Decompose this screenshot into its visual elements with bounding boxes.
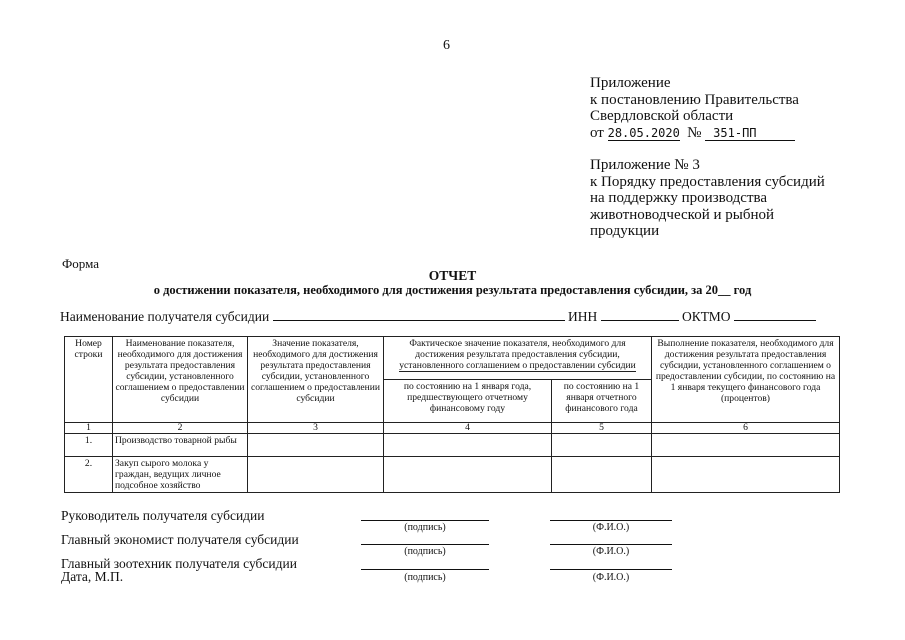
row-number: 1. <box>65 434 113 457</box>
row-number: 2. <box>65 457 113 493</box>
row-fulfillment-cell[interactable] <box>652 434 840 457</box>
header-actual-value-line-2: установленного соглашением о предоставлении субсидии <box>399 360 636 371</box>
row-current-year-cell[interactable] <box>552 457 652 493</box>
appendix3-line-3: на поддержку производства <box>590 190 768 206</box>
row-current-year-cell[interactable] <box>552 434 652 457</box>
page-number: 6 <box>443 38 450 53</box>
appendix-date-line <box>590 125 890 142</box>
date-mp-label: Дата, М.П. <box>61 569 124 584</box>
col-number-4: 4 <box>384 423 552 434</box>
economist-label: Главный экономист получателя субсидии <box>61 532 299 547</box>
appendix-line-2: к постановлению Правительства <box>590 91 799 108</box>
col-number-5: 5 <box>552 423 652 434</box>
row-value-cell[interactable] <box>248 457 384 493</box>
col-number-6: 6 <box>652 423 840 434</box>
appendix-header <box>590 75 890 141</box>
number-label: № <box>687 124 702 141</box>
zootech-fio-line[interactable] <box>550 569 672 570</box>
row-indicator-name: Закуп сырого молока у граждан, ведущих личное подсобное хозяйство <box>113 457 248 493</box>
header-current-year: по состоянию на 1 января отчетного финансового года <box>552 380 652 423</box>
head-fio-line[interactable] <box>550 520 672 521</box>
appendix-line-1: Приложение <box>590 75 671 91</box>
head-sign-line[interactable] <box>361 520 489 521</box>
inn-field[interactable] <box>601 308 679 321</box>
economist-fio-caption: (Ф.И.О.) <box>592 546 630 557</box>
zootech-sign-caption: (подпись) <box>404 572 446 583</box>
row-prev-year-cell[interactable] <box>384 457 552 493</box>
report-subtitle: о достижении показателя, необходимого для достижения результата предоставления субсидии, за 20__ год <box>153 283 752 297</box>
header-actual-value <box>384 337 652 380</box>
head-fio-caption: (Ф.И.О.) <box>592 522 630 533</box>
appendix3-line-1: Приложение № 3 <box>590 157 700 173</box>
appendix-3-header <box>590 157 890 240</box>
from-label: от <box>590 124 604 141</box>
header-indicator-name: Наименование показателя, необходимого для достижения результата предоставления субсидии, установленного соглашением о предоставлении субсидии <box>113 337 248 423</box>
recipient-line <box>60 308 816 325</box>
appendix-line-3: Свердловской области <box>590 108 734 124</box>
row-fulfillment-cell[interactable] <box>652 457 840 493</box>
header-actual-value-line-1: Фактическое значение показателя, необходимого для достижения результата предоставления субсидии, <box>409 338 626 360</box>
header-fulfillment: Выполнение показателя, необходимого для достижения результата предоставления субсидии, установленного соглашением о предоставлении субсидии, по состоянию на 1 января текущего финансового года (процентов) <box>652 337 840 423</box>
header-prev-year: по состоянию на 1 января года, предшествующего отчетному финансовому году <box>384 380 552 423</box>
economist-sign-caption: (подпись) <box>404 546 446 557</box>
col-number-1: 1 <box>65 423 113 434</box>
inn-label: ИНН <box>567 309 598 324</box>
oktmo-label: ОКТМО <box>681 309 731 324</box>
appendix3-line-4: животноводческой и рыбной <box>590 206 775 223</box>
appendix3-line-5: продукции <box>590 223 660 239</box>
oktmo-field[interactable] <box>734 308 816 321</box>
row-indicator-name: Производство товарной рыбы <box>113 434 248 457</box>
head-label: Руководитель получателя субсидии <box>61 508 265 523</box>
zootech-label: Главный зоотехник получателя субсидии <box>61 556 297 571</box>
zootech-fio-caption: (Ф.И.О.) <box>592 572 630 583</box>
appendix3-line-2: к Порядку предоставления субсидий <box>590 173 825 190</box>
form-label: Форма <box>62 256 99 271</box>
row-prev-year-cell[interactable] <box>384 434 552 457</box>
head-sign-caption: (подпись) <box>404 522 446 533</box>
header-indicator-value: Значение показателя, необходимого для достижения результата предоставления субсидии, установленного соглашением о предоставлении субсидии <box>248 337 384 423</box>
col-number-3: 3 <box>248 423 384 434</box>
table-row <box>65 457 840 493</box>
col-number-2: 2 <box>113 423 248 434</box>
row-value-cell[interactable] <box>248 434 384 457</box>
table-row <box>65 434 840 457</box>
recipient-name-field[interactable] <box>273 308 565 321</box>
economist-sign-line[interactable] <box>361 544 489 545</box>
resolution-number: 351-ПП <box>705 126 795 141</box>
recipient-label: Наименование получателя субсидии <box>60 309 270 324</box>
economist-fio-line[interactable] <box>550 544 672 545</box>
header-row-number: Номер строки <box>65 337 113 423</box>
resolution-date: 28.05.2020 <box>607 125 680 140</box>
report-title: ОТЧЕТ <box>428 268 477 283</box>
report-table <box>64 336 840 493</box>
zootech-sign-line[interactable] <box>361 569 489 570</box>
